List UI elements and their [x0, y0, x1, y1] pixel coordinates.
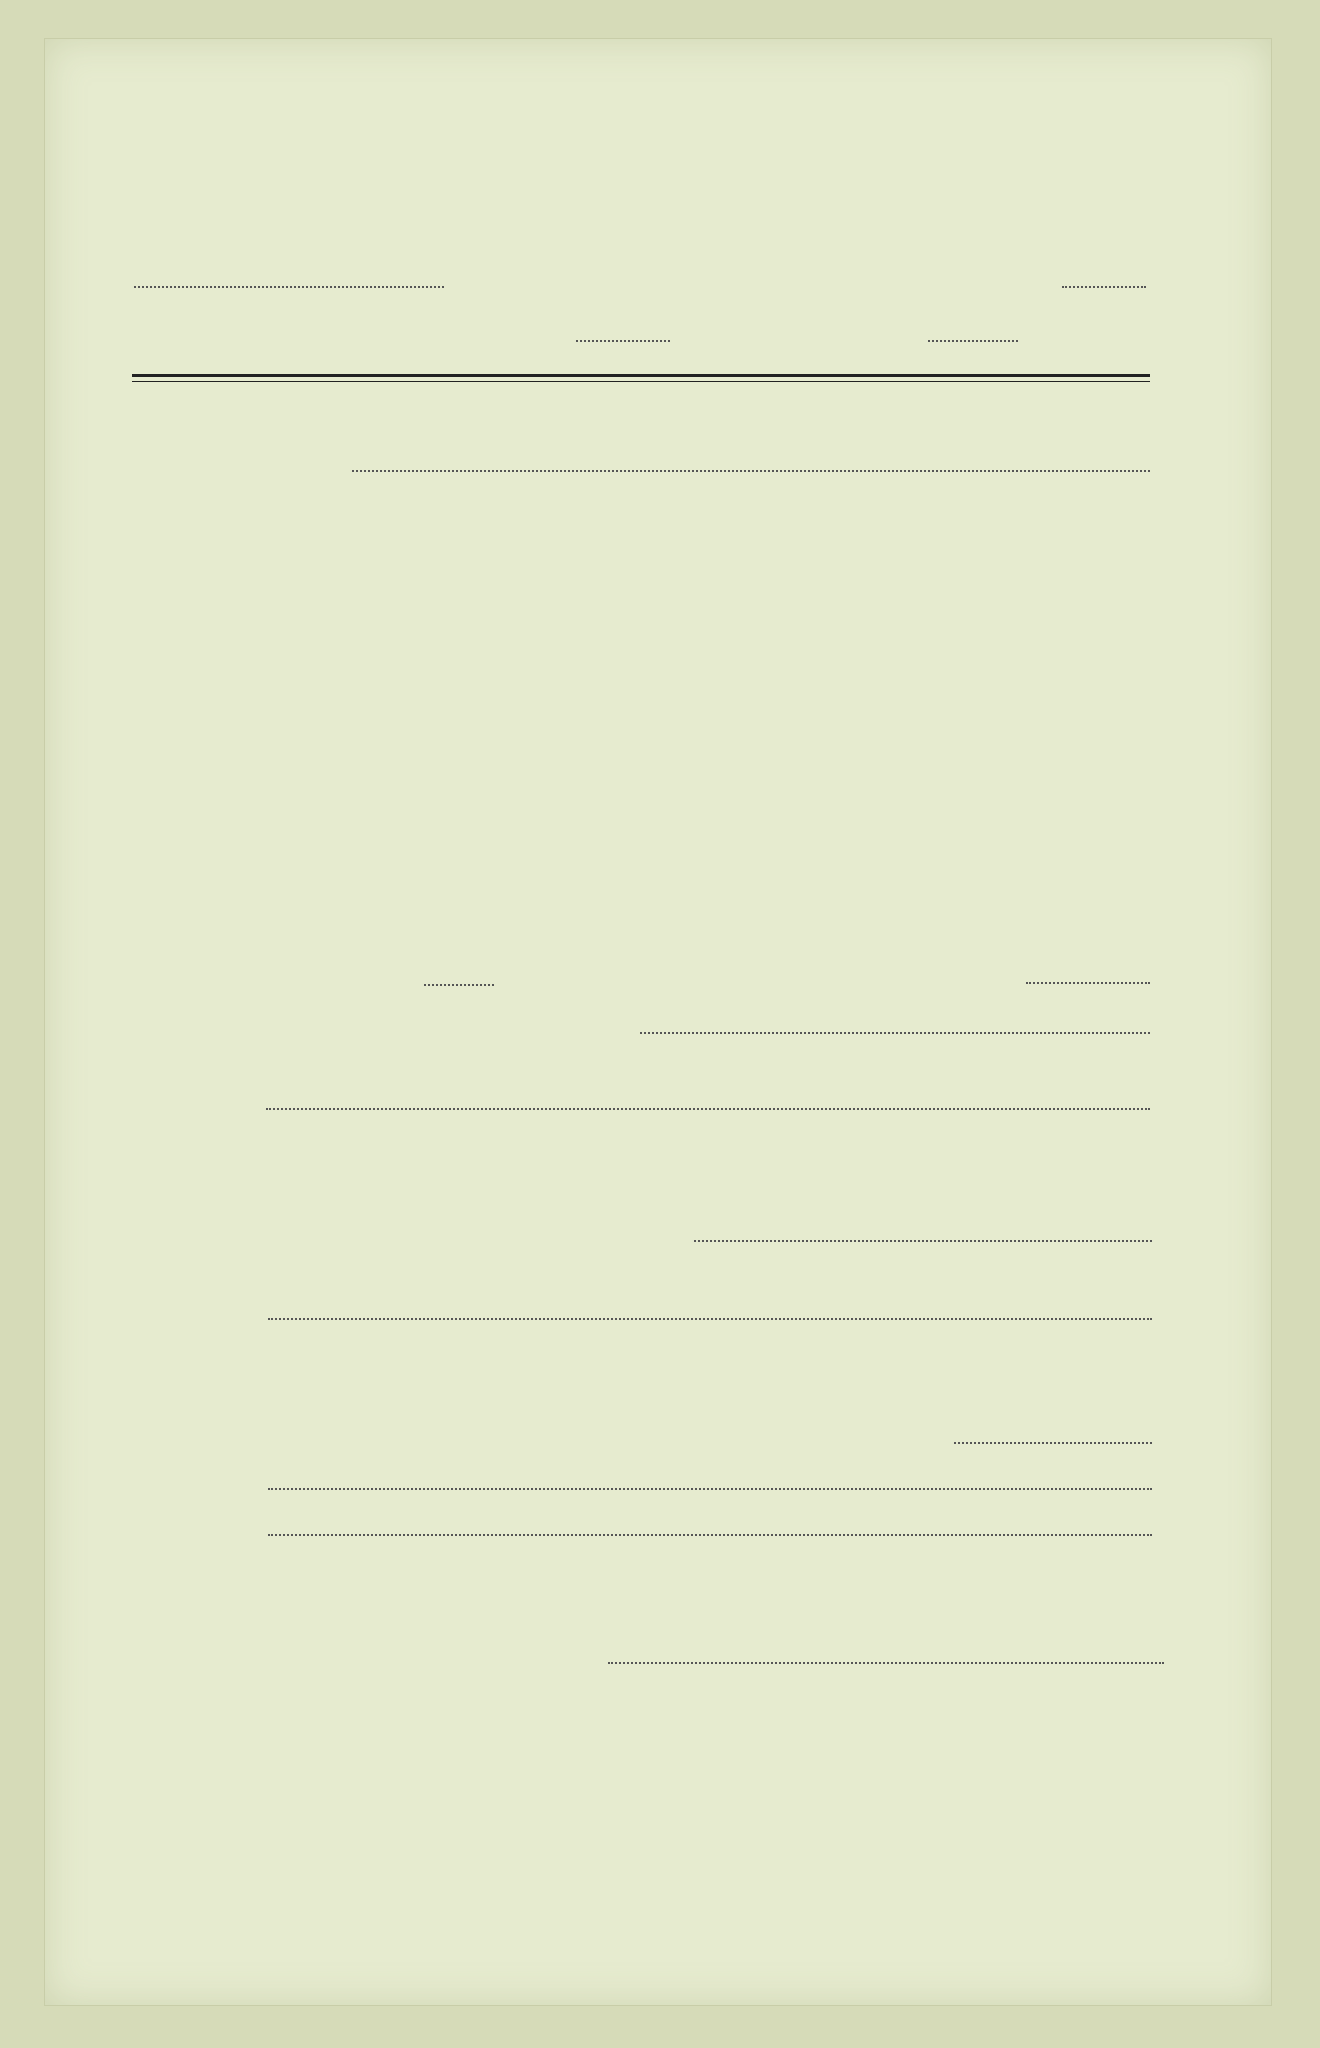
- q6-month-dotted-line: [1026, 982, 1150, 984]
- personseddel-dotted-line: [1062, 286, 1146, 288]
- q7-dotted-line: [640, 1032, 1150, 1034]
- census-form-card: [44, 38, 1272, 2006]
- q9-dotted-line: [268, 1318, 1152, 1320]
- q1-dotted-line: [352, 470, 1150, 472]
- q6-year-dotted-line: [424, 984, 494, 986]
- q8-dotted-line: [694, 1240, 1152, 1242]
- q10-dotted-line: [954, 1442, 1152, 1444]
- q11-dotted-line: [608, 1662, 1164, 1664]
- header-rule: [132, 374, 1150, 377]
- herred-dotted-line: [134, 286, 444, 288]
- q7-blank-dotted-line: [266, 1108, 1150, 1110]
- q10-blank-dotted-line-1: [268, 1488, 1152, 1490]
- header-rule-thin: [132, 381, 1150, 382]
- kreds-dotted-line: [576, 340, 670, 342]
- q10-blank-dotted-line-2: [268, 1534, 1152, 1536]
- husliste-dotted-line: [928, 340, 1018, 342]
